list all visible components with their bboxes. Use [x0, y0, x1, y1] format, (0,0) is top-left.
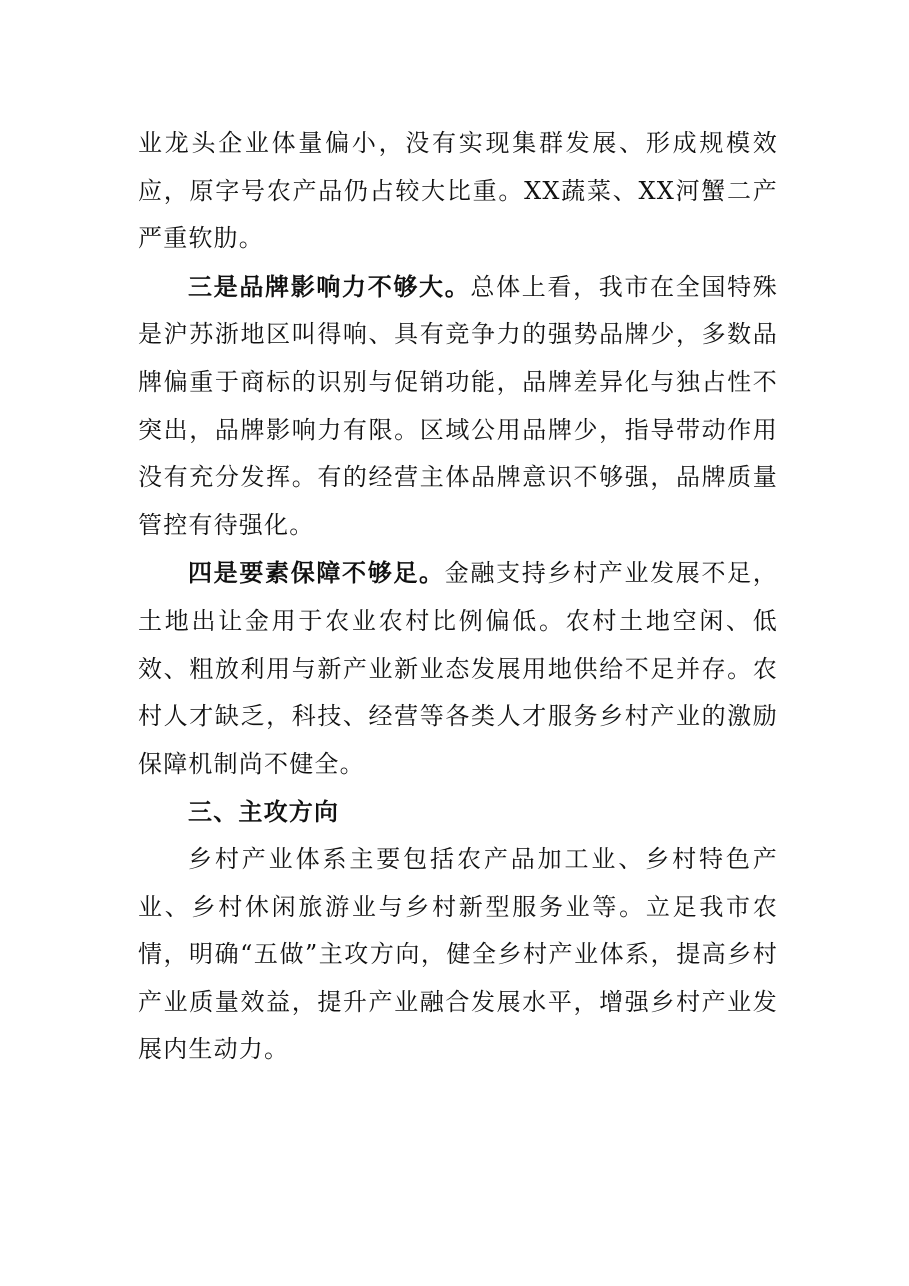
paragraph-lead: 四是要素保障不够足。	[188, 558, 445, 588]
paragraph-text: 总体上看，我市在全国特殊是沪苏浙地区叫得响、具有竞争力的强势品牌少，多数品牌偏重于商标的识别与促销功能，品牌差异化与独占性不突出，品牌影响力有限。区域公用品牌少，指导带动作用没有充分发挥。有的经营主体品牌意识不够强，品牌质量管控有待强化。	[138, 272, 779, 539]
paragraph-factor-support	[138, 549, 778, 788]
section-heading: 三、主攻方向	[188, 797, 340, 827]
paragraph-main-direction	[138, 836, 778, 1074]
paragraph-continued	[138, 120, 778, 263]
paragraph-text: 金融支持乡村产业发展不足，土地出让金用于农业农村比例偏低。农村土地空闲、低效、粗放利用与新产业新业态发展用地供给不足并存。农村人才缺乏，科技、经营等各类人才服务乡村产业的激励保障机制尚不健全。	[138, 559, 779, 778]
paragraph-lead: 三是品牌影响力不够大。	[188, 271, 471, 301]
document-body	[138, 120, 778, 1074]
paragraph-text: 乡村产业体系主要包括农产品加工业、乡村特色产业、乡村休闲旅游业与乡村新型服务业等。立足我市农情，明确“五做”主攻方向，健全乡村产业体系，提高乡村产业质量效益，提升产业融合发展水平，增强乡村产业发展内生动力。	[138, 844, 778, 1064]
paragraph-text: 业龙头企业体量偏小，没有实现集群发展、形成规模效应，原字号农产品仍占较大比重。XX蔬菜、XX河蟹二产严重软肋。	[138, 129, 778, 253]
paragraph-brand-influence	[138, 263, 778, 550]
